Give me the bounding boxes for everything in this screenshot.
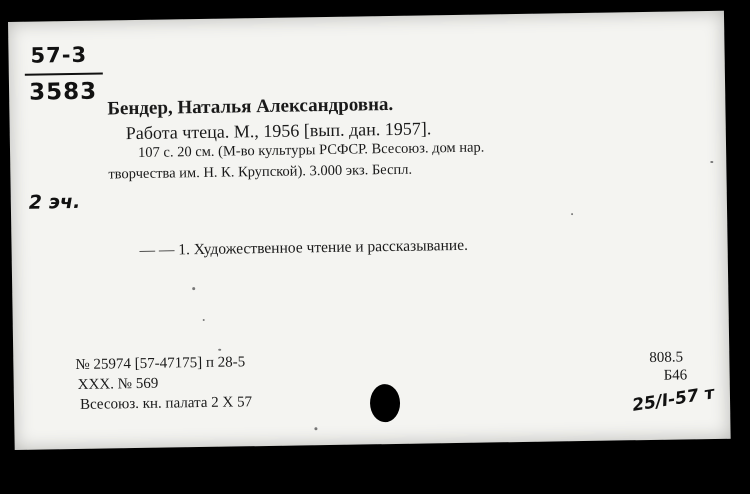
- handwritten-mark: 2 эч.: [28, 190, 81, 214]
- speck: [218, 349, 221, 351]
- call-number-bottom: 3583: [28, 78, 98, 106]
- speck: [203, 319, 205, 321]
- speck: [571, 213, 573, 215]
- issuing-chamber: Всесоюз. кн. палата 2 X 57: [79, 394, 253, 413]
- title-line: Работа чтеца. М., 1956 [вып. дан. 1957].: [125, 118, 432, 144]
- call-number-top: 57-3: [30, 42, 88, 68]
- speck: [192, 287, 195, 290]
- catalog-card: [8, 11, 731, 450]
- handwritten-date: 25/I-57 т: [630, 383, 716, 416]
- speck: [710, 161, 713, 163]
- record-number: № 25974 [57-47175] п 28-5: [75, 354, 246, 373]
- punch-hole: [370, 384, 401, 422]
- series-number: XXX. № 569: [77, 375, 159, 393]
- description-line-1: 107 с. 20 см. (М-во культуры РСФСР. Всесоюз. дом нар.: [137, 139, 485, 161]
- speck: [314, 427, 317, 430]
- description-line-2: творчества им. Н. К. Крупской). 3.000 экз. Беспл.: [108, 161, 413, 183]
- classification-number: 808.5: [649, 349, 684, 366]
- author-mark: Б46: [663, 367, 688, 384]
- call-number-divider: [25, 73, 103, 76]
- subject-heading: — — 1. Художественное чтение и рассказывание.: [139, 236, 469, 259]
- author-heading: Бендер, Наталья Александровна.: [107, 93, 394, 120]
